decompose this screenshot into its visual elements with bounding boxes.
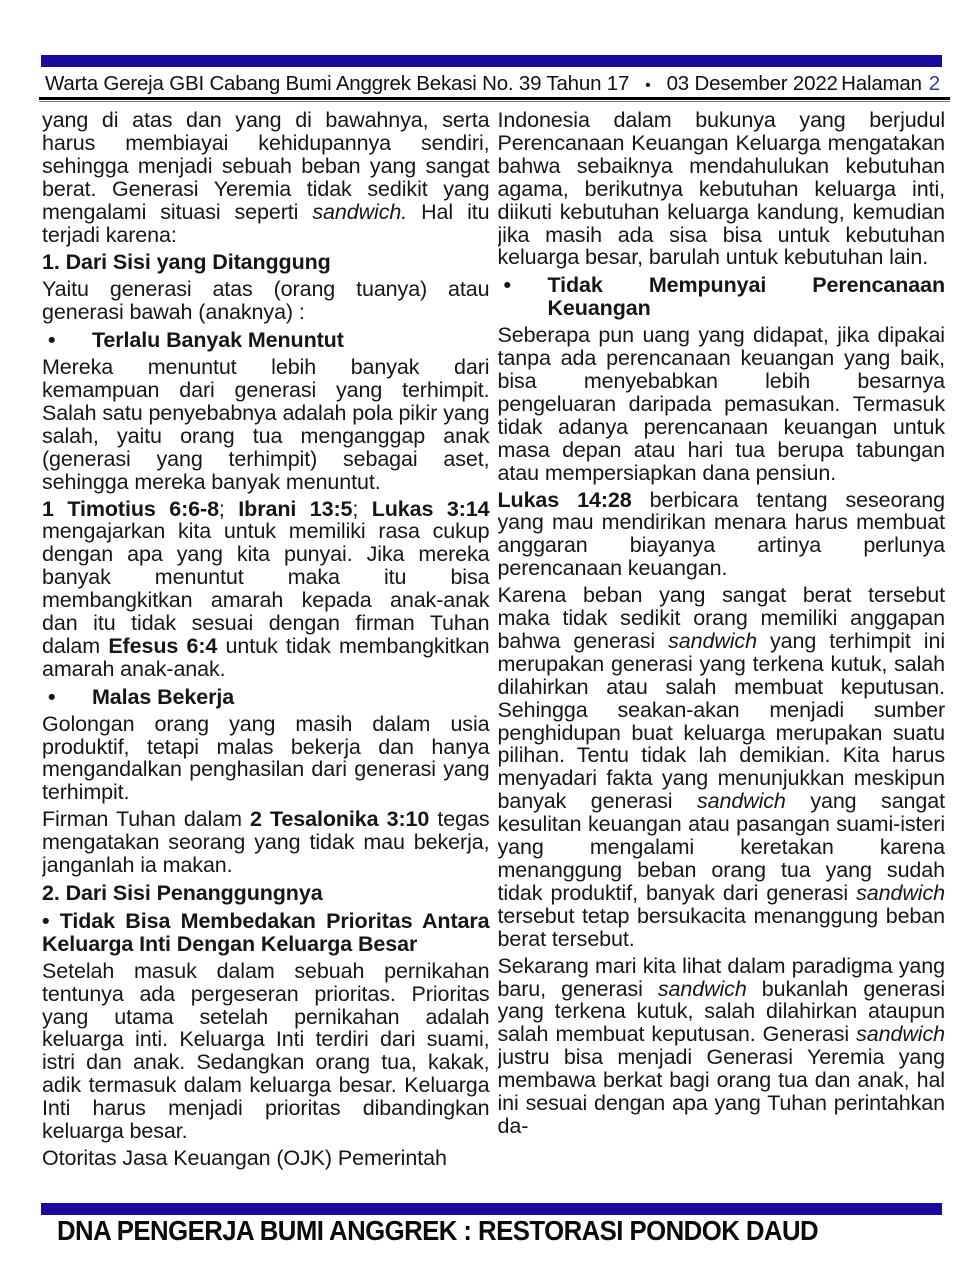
header-rule — [39, 97, 950, 102]
text-run: Indonesia dalam bukunya yang berjudul Perencanaan Keuangan Keluarga mengatakan bahwa sebaiknya mendahulukan kebutuhan agama, berikutnya kebutuhan keluarga inti, diikuti kebutuhan keluarga kandung, kemudian jika masih ada sisa bisa untuk kebutuhan keluarga besar, barulah untuk kebutuhan lain. — [497, 109, 945, 270]
text-run: Sekarang mari kita lihat dalam paradigma yang baru, generasi — [497, 953, 945, 1001]
text-run: Karena beban yang sangat berat tersebut maka tidak sedikit orang memiliki anggapan bahwa generasi — [497, 583, 945, 653]
text-run: Setelah masuk dalam sebuah pernikahan tentunya ada pergeseran prioritas. Prioritas yang utama setelah pernikahan adalah keluarga inti. Keluarga Inti terdiri dari suami, istri dan anak. Sedangkan orang tua, kakak, adik termasuk dalam keluarga besar. Keluarga Inti harus menjadi prioritas dibandingkan keluarga besar. — [42, 958, 490, 1144]
right-column — [498, 109, 946, 1201]
text-run: sandwich — [696, 789, 786, 814]
paragraph — [42, 109, 490, 246]
text-run: Golongan orang yang masih dalam usia produktif, tetapi malas bekerja dan hanya mengandalkan penghasilan dari generasi yang terhimpit. — [42, 711, 490, 805]
bullet-marker: • — [48, 684, 56, 709]
issue-date: 03 Desember 2022 — [666, 72, 838, 95]
bullet-marker: • — [503, 273, 511, 298]
bullet-item — [42, 686, 490, 709]
text-run: Seberapa pun uang yang didapat, jika dipakai tanpa ada perencanaan keuangan yang baik, bisa menyebabkan lebih besarnya pengeluaran daripada pemasukan. Termasuk tidak adanya perencanaan keuangan untuk masa depan atau hari tua berupa tabungan atau mempersiapkan dana pensiun. — [497, 323, 945, 485]
text-run: 1 Timotius 6:6-8 — [42, 496, 219, 521]
text-run: sandwich — [856, 880, 945, 905]
text-run: yang sangat kesulitan keuangan atau pasangan suami-isteri yang mengalami keretakan karena menanggung beban orang tua yang sudah tidak produktif, banyak dari generasi — [497, 789, 945, 905]
text-run: sandwich — [657, 976, 747, 1001]
text-run: untuk tidak membangkitkan amarah anak-anak. — [42, 633, 490, 681]
text-run: 1. Dari Sisi yang Ditanggung — [42, 250, 331, 275]
paragraph — [42, 713, 490, 805]
text-run: bukanlah generasi yang terkena kutuk, salah dilahirkan ataupun salah membuat keputusan. Generasi — [497, 976, 945, 1047]
text-run: justru bisa menjadi Generasi Yeremia yang membawa berkat bagi orang tua dan anak, hal ini sesuai dengan apa yang Tuhan perintahkan da- — [497, 1045, 945, 1138]
text-run: Tidak Mempunyai Perencanaan Keuangan — [547, 273, 945, 321]
footer-divider-bar — [41, 1203, 942, 1215]
page-number-value: 2 — [928, 72, 940, 95]
text-run: Ibrani 13:5 — [238, 496, 353, 521]
text-run: yang di atas dan yang di bawahnya, serta harus membiayai kehidupannya sendiri, sehingga menjadi sebuah beban yang sangat berat. Generasi Yeremia tidak sedikit yang mengalami situasi seperti — [42, 109, 490, 224]
text-run: Lukas 3:14 — [371, 496, 490, 521]
text-run: 2. Dari Sisi Penanggungnya — [42, 881, 323, 905]
paragraph — [498, 955, 946, 1138]
text-run: mengajarkan kita untuk memiliki rasa cukup dengan apa yang kita punyai. Jika mereka banyak menuntut maka itu bisa membangkitkan amarah kepada anak-anak dan itu tidak sesuai dengan firman Tuhan dalam — [42, 519, 490, 658]
paragraph — [42, 808, 490, 877]
text-run: Terlalu Banyak Menuntut — [92, 328, 344, 353]
text-run: sandwich — [668, 628, 757, 653]
text-run: • Tidak Bisa Membedakan Prioritas Antara Keluarga Inti Dengan Keluarga Besar — [42, 908, 490, 956]
paragraph — [498, 324, 946, 484]
text-run: ; — [352, 496, 372, 521]
header-masthead — [45, 72, 838, 96]
text-run: berbicara tentang seseorang yang mau mendirikan menara harus membuat anggaran biayanya artinya perlunya perencanaan keuangan. — [497, 487, 945, 581]
paragraph — [498, 489, 946, 581]
text-run: Firman Tuhan dalam — [42, 807, 250, 832]
page-header — [45, 72, 940, 96]
text-run: tegas mengatakan seorang yang tidak mau bekerja, janganlah ia makan. — [42, 807, 490, 878]
text-run: sandwich — [856, 1022, 945, 1047]
paragraph — [42, 356, 490, 493]
bullet-item — [42, 329, 490, 352]
text-run: 2 Tesalonika 3:10 — [250, 807, 430, 832]
paragraph — [498, 584, 946, 951]
page-number-group — [841, 72, 940, 96]
section-heading — [42, 251, 490, 274]
paragraph — [42, 278, 490, 324]
text-run: yang terhimpit ini merupakan generasi yang terkena kutuk, salah dilahirkan atau salah membuat keputusan. Sehingga seakan-akan menjadi sumber penghidupan buat keluarga merupakan suatu pilihan. Tentu tidak lah demikian. Kita harus menyadari fakta yang menunjukkan meskipun banyak generasi — [497, 628, 945, 814]
text-run: Lukas 14:28 — [497, 487, 632, 512]
left-column — [42, 109, 490, 1201]
bullet-label — [548, 274, 946, 320]
text-run: ; — [218, 496, 239, 521]
text-run: Malas Bekerja — [92, 684, 235, 709]
text-run: Efesus 6:4 — [108, 633, 218, 658]
bullet-label — [92, 686, 490, 709]
text-run: Otoritas Jasa Keuangan (OJK) Pemerintah — [42, 1145, 447, 1170]
paragraph — [42, 960, 490, 1143]
bullet-label — [92, 329, 490, 352]
bullet-item — [498, 274, 946, 320]
paragraph — [42, 498, 490, 681]
paragraph — [42, 1147, 490, 1170]
text-run: Hal itu terjadi karena: — [42, 199, 490, 247]
paragraph — [498, 109, 946, 269]
section-heading — [42, 882, 490, 905]
page-number-label: Halaman — [841, 72, 922, 95]
bullet-marker: • — [48, 328, 56, 353]
top-divider-bar — [41, 55, 942, 67]
article-body — [42, 109, 945, 1201]
footer-title: DNA PENGERJA BUMI ANGGREK : RESTORASI PONDOK DAUD — [57, 1215, 819, 1246]
bullet-item — [42, 910, 490, 956]
text-run: Mereka menuntut lebih banyak dari kemampuan dari generasi yang terhimpit. Salah satu penyebabnya adalah pola pikir yang salah, yaitu orang tua menganggap anak (generasi yang terhimpit) sebagai aset, sehingga mereka banyak menuntut. — [42, 355, 490, 494]
separator-dot-icon: • — [645, 77, 651, 94]
text-run: tersebut tetap bersukacita menanggung beban berat tersebut. — [497, 903, 945, 951]
text-run: Yaitu generasi atas (orang tuanya) atau generasi bawah (anaknya) : — [42, 277, 490, 325]
newsletter-title: Warta Gereja GBI Cabang Bumi Anggrek Bekasi No. 39 Tahun 17 — [45, 72, 630, 95]
text-run: sandwich. — [312, 199, 408, 224]
